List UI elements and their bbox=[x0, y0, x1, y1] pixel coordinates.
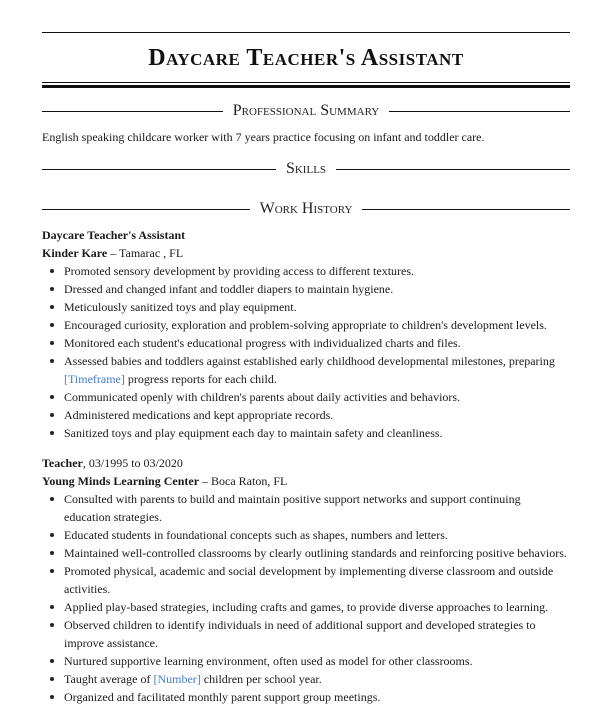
bullet-item bbox=[64, 688, 570, 706]
bullet-item bbox=[64, 280, 570, 298]
bullet-icon bbox=[50, 605, 54, 609]
divider-right bbox=[336, 169, 570, 170]
bullet-text: Assessed babies and toddlers against established early childhood developmental milestones, preparing bbox=[64, 354, 555, 368]
job-entry bbox=[42, 454, 570, 706]
bullet-icon bbox=[50, 287, 54, 291]
bullet-item bbox=[64, 544, 570, 562]
bullet-icon bbox=[50, 677, 54, 681]
bullet-text: Consulted with parents to build and maintain positive support networks and support continuing education strategies. bbox=[64, 492, 521, 524]
bullet-icon bbox=[50, 497, 54, 501]
bullet-text: Encouraged curiosity, exploration and problem-solving appropriate to children's development levels. bbox=[64, 318, 547, 332]
bullet-item bbox=[64, 298, 570, 316]
bullet-text: progress reports for each child. bbox=[124, 372, 277, 386]
bullet-item bbox=[64, 598, 570, 616]
bullet-text: Promoted physical, academic and social development by implementing diverse classroom and outside activities. bbox=[64, 564, 554, 596]
title-divider-thin bbox=[42, 82, 570, 83]
bullet-text: Communicated openly with children's parents about daily activities and behaviors. bbox=[64, 390, 461, 404]
company-location: – Tamarac , FL bbox=[107, 246, 184, 260]
bullet-text: Meticulously sanitized toys and play equipment. bbox=[64, 300, 297, 314]
bullet-item bbox=[64, 388, 570, 406]
bullet-icon bbox=[50, 341, 54, 345]
bullet-icon bbox=[50, 533, 54, 537]
section-header-skills bbox=[42, 159, 570, 179]
bullet-item bbox=[64, 562, 570, 598]
bullet-icon bbox=[50, 395, 54, 399]
placeholder-text: [Number] bbox=[153, 672, 201, 686]
bullet-icon bbox=[50, 659, 54, 663]
company-name: Kinder Kare bbox=[42, 246, 108, 260]
bullet-item bbox=[64, 490, 570, 526]
section-title: Skills bbox=[285, 160, 327, 177]
bullet-icon bbox=[50, 551, 54, 555]
bullet-text: Observed children to identify individuals in need of additional support and developed strategies to improve assistance. bbox=[64, 618, 536, 650]
placeholder-text: [Timeframe] bbox=[64, 372, 125, 386]
bullet-item bbox=[64, 316, 570, 334]
bullet-icon bbox=[50, 269, 54, 273]
bullet-item bbox=[64, 616, 570, 652]
divider-right bbox=[362, 209, 570, 210]
bullet-item bbox=[64, 670, 570, 688]
job-bullets bbox=[42, 262, 570, 442]
bullet-text: Sanitized toys and play equipment each day to maintain safety and cleanliness. bbox=[64, 426, 443, 440]
bullet-item bbox=[64, 352, 570, 388]
top-divider bbox=[42, 32, 570, 33]
company-line bbox=[42, 244, 570, 262]
job-entry bbox=[42, 226, 570, 442]
section-title: Work History bbox=[259, 200, 353, 217]
bullet-item bbox=[64, 652, 570, 670]
company-location: – Boca Raton, FL bbox=[199, 474, 288, 488]
bullet-text: Maintained well-controlled classrooms by clearly outlining standards and reinforcing positive behaviors. bbox=[64, 546, 567, 560]
job-bullets bbox=[42, 490, 570, 706]
resume-title: Daycare Teacher's Assistant bbox=[148, 45, 464, 71]
divider-left bbox=[42, 111, 223, 112]
bullet-text: Applied play-based strategies, including crafts and games, to provide diverse approaches to learning. bbox=[64, 600, 549, 614]
bullet-text: Monitored each student's educational progress with individualized charts and files. bbox=[64, 336, 461, 350]
job-title: Daycare Teacher's Assistant bbox=[42, 228, 186, 242]
summary-text: English speaking childcare worker with 7 years practice focusing on infant and toddler care. bbox=[42, 130, 485, 144]
bullet-text: Administered medications and kept appropriate records. bbox=[64, 408, 334, 422]
bullet-icon bbox=[50, 569, 54, 573]
bullet-text: children per school year. bbox=[200, 672, 322, 686]
bullet-icon bbox=[50, 323, 54, 327]
divider-left bbox=[42, 209, 250, 210]
bullet-icon bbox=[50, 695, 54, 699]
company-line bbox=[42, 472, 570, 490]
bullet-icon bbox=[50, 431, 54, 435]
title-divider-thick bbox=[42, 85, 570, 88]
job-title: Teacher bbox=[42, 456, 83, 470]
bullet-item bbox=[64, 334, 570, 352]
company-name: Young Minds Learning Center bbox=[42, 474, 200, 488]
bullet-item bbox=[64, 424, 570, 442]
bullet-text: Dressed and changed infant and toddler diapers to maintain hygiene. bbox=[64, 282, 394, 296]
bullet-item bbox=[64, 526, 570, 544]
bullet-item bbox=[64, 406, 570, 424]
bullet-icon bbox=[50, 413, 54, 417]
bullet-text: Nurtured supportive learning environment, often used as model for other classrooms. bbox=[64, 654, 473, 668]
section-header-work-history bbox=[42, 199, 570, 219]
section-title: Professional Summary bbox=[232, 102, 380, 119]
divider-left bbox=[42, 169, 276, 170]
bullet-text: Promoted sensory development by providing access to different textures. bbox=[64, 264, 415, 278]
bullet-icon bbox=[50, 623, 54, 627]
job-title-line bbox=[42, 226, 570, 244]
divider-right bbox=[389, 111, 570, 112]
bullet-icon bbox=[50, 305, 54, 309]
job-dates: , 03/1995 to 03/2020 bbox=[82, 456, 183, 470]
bullet-text: Taught average of bbox=[64, 672, 154, 686]
bullet-item bbox=[64, 262, 570, 280]
job-title-line bbox=[42, 454, 570, 472]
bullet-text: Organized and facilitated monthly parent support group meetings. bbox=[64, 690, 381, 704]
bullet-text: Educated students in foundational concepts such as shapes, numbers and letters. bbox=[64, 528, 448, 542]
section-header-summary bbox=[42, 101, 570, 121]
bullet-icon bbox=[50, 359, 54, 363]
